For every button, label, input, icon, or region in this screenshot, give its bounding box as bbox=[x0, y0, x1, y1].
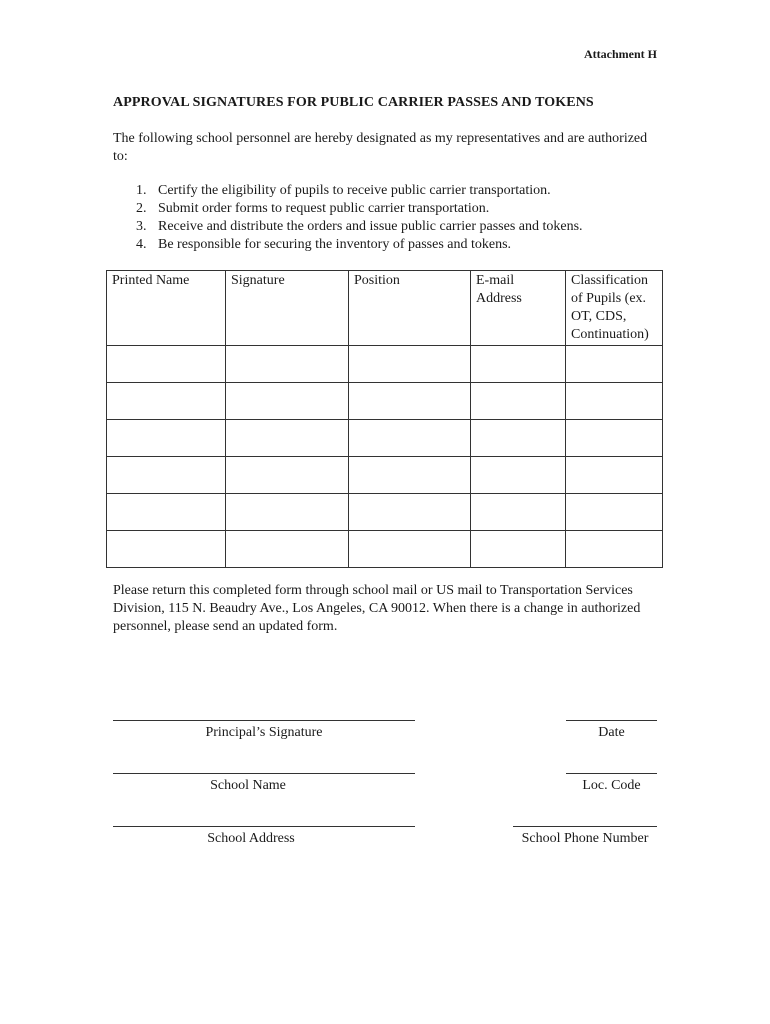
signature-cell[interactable] bbox=[226, 346, 349, 383]
header-email-address bbox=[471, 271, 566, 346]
signature-cell[interactable] bbox=[226, 531, 349, 568]
duty-text: Receive and distribute the orders and issue public carrier passes and tokens. bbox=[158, 219, 583, 234]
header-printed-name: Printed Name bbox=[107, 271, 226, 346]
header-signature: Signature bbox=[226, 271, 349, 346]
position-cell[interactable] bbox=[349, 457, 471, 494]
return-instructions: Please return this completed form through school mail or US mail to Transportation Services Division, 115 N. Beaudry Ave., Los Angeles, CA 90012. When there is a change in authorized personnel, please send an updated form. bbox=[113, 583, 641, 634]
duty-item bbox=[136, 218, 583, 236]
school-address-label: School Address bbox=[207, 831, 295, 846]
duties-list bbox=[136, 182, 583, 254]
form-title: APPROVAL SIGNATURES FOR PUBLIC CARRIER PASSES AND TOKENS bbox=[113, 95, 594, 110]
header-classification-line: OT, CDS, bbox=[571, 309, 627, 324]
printed-name-cell[interactable] bbox=[107, 457, 226, 494]
printed-name-cell[interactable] bbox=[107, 494, 226, 531]
position-cell[interactable] bbox=[349, 531, 471, 568]
date-line[interactable] bbox=[566, 720, 657, 721]
email-cell[interactable] bbox=[471, 420, 566, 457]
classification-cell[interactable] bbox=[566, 494, 663, 531]
duty-item bbox=[136, 182, 583, 200]
table-row bbox=[107, 457, 663, 494]
duty-text: Submit order forms to request public carrier transportation. bbox=[158, 201, 490, 216]
header-classification-line: of Pupils (ex. bbox=[571, 291, 647, 306]
school-address-line[interactable] bbox=[113, 826, 415, 827]
table-header-row bbox=[107, 271, 663, 346]
header-position: Position bbox=[349, 271, 471, 346]
principal-signature-label: Principal’s Signature bbox=[205, 725, 323, 740]
attachment-label: Attachment H bbox=[584, 47, 657, 61]
header-classification-line: Continuation) bbox=[571, 327, 649, 342]
school-phone-line[interactable] bbox=[513, 826, 657, 827]
signature-cell[interactable] bbox=[226, 457, 349, 494]
loc-code-label: Loc. Code bbox=[582, 778, 641, 793]
classification-cell[interactable] bbox=[566, 457, 663, 494]
duty-number: 2. bbox=[136, 201, 147, 216]
table-row bbox=[107, 383, 663, 420]
table-row bbox=[107, 346, 663, 383]
school-name-label: School Name bbox=[210, 778, 286, 793]
classification-cell[interactable] bbox=[566, 383, 663, 420]
header-email-line: Address bbox=[476, 291, 522, 306]
email-cell[interactable] bbox=[471, 383, 566, 420]
duty-number: 3. bbox=[136, 219, 147, 234]
table-row bbox=[107, 531, 663, 568]
header-classification bbox=[566, 271, 663, 346]
duty-item bbox=[136, 200, 583, 218]
position-cell[interactable] bbox=[349, 494, 471, 531]
header-classification-line: Classification bbox=[571, 273, 648, 288]
table-row bbox=[107, 494, 663, 531]
school-name-line[interactable] bbox=[113, 773, 415, 774]
personnel-table bbox=[106, 270, 663, 568]
position-cell[interactable] bbox=[349, 383, 471, 420]
classification-cell[interactable] bbox=[566, 346, 663, 383]
classification-cell[interactable] bbox=[566, 531, 663, 568]
duty-item bbox=[136, 236, 583, 254]
duty-number: 4. bbox=[136, 237, 147, 252]
intro-paragraph: The following school personnel are hereby designated as my representatives and are authorized to: bbox=[113, 131, 648, 164]
duty-text: Be responsible for securing the inventory of passes and tokens. bbox=[158, 237, 512, 252]
printed-name-cell[interactable] bbox=[107, 420, 226, 457]
printed-name-cell[interactable] bbox=[107, 346, 226, 383]
table-row bbox=[107, 420, 663, 457]
header-email-line: E-mail bbox=[476, 273, 515, 288]
loc-code-line[interactable] bbox=[566, 773, 657, 774]
date-label: Date bbox=[598, 725, 625, 740]
email-cell[interactable] bbox=[471, 457, 566, 494]
signature-cell[interactable] bbox=[226, 420, 349, 457]
principal-signature-line[interactable] bbox=[113, 720, 415, 721]
duty-number: 1. bbox=[136, 183, 147, 198]
duty-text: Certify the eligibility of pupils to receive public carrier transportation. bbox=[158, 183, 551, 198]
printed-name-cell[interactable] bbox=[107, 383, 226, 420]
position-cell[interactable] bbox=[349, 346, 471, 383]
email-cell[interactable] bbox=[471, 531, 566, 568]
school-phone-label: School Phone Number bbox=[521, 831, 649, 846]
position-cell[interactable] bbox=[349, 420, 471, 457]
printed-name-cell[interactable] bbox=[107, 531, 226, 568]
signature-cell[interactable] bbox=[226, 494, 349, 531]
signature-cell[interactable] bbox=[226, 383, 349, 420]
email-cell[interactable] bbox=[471, 494, 566, 531]
email-cell[interactable] bbox=[471, 346, 566, 383]
classification-cell[interactable] bbox=[566, 420, 663, 457]
